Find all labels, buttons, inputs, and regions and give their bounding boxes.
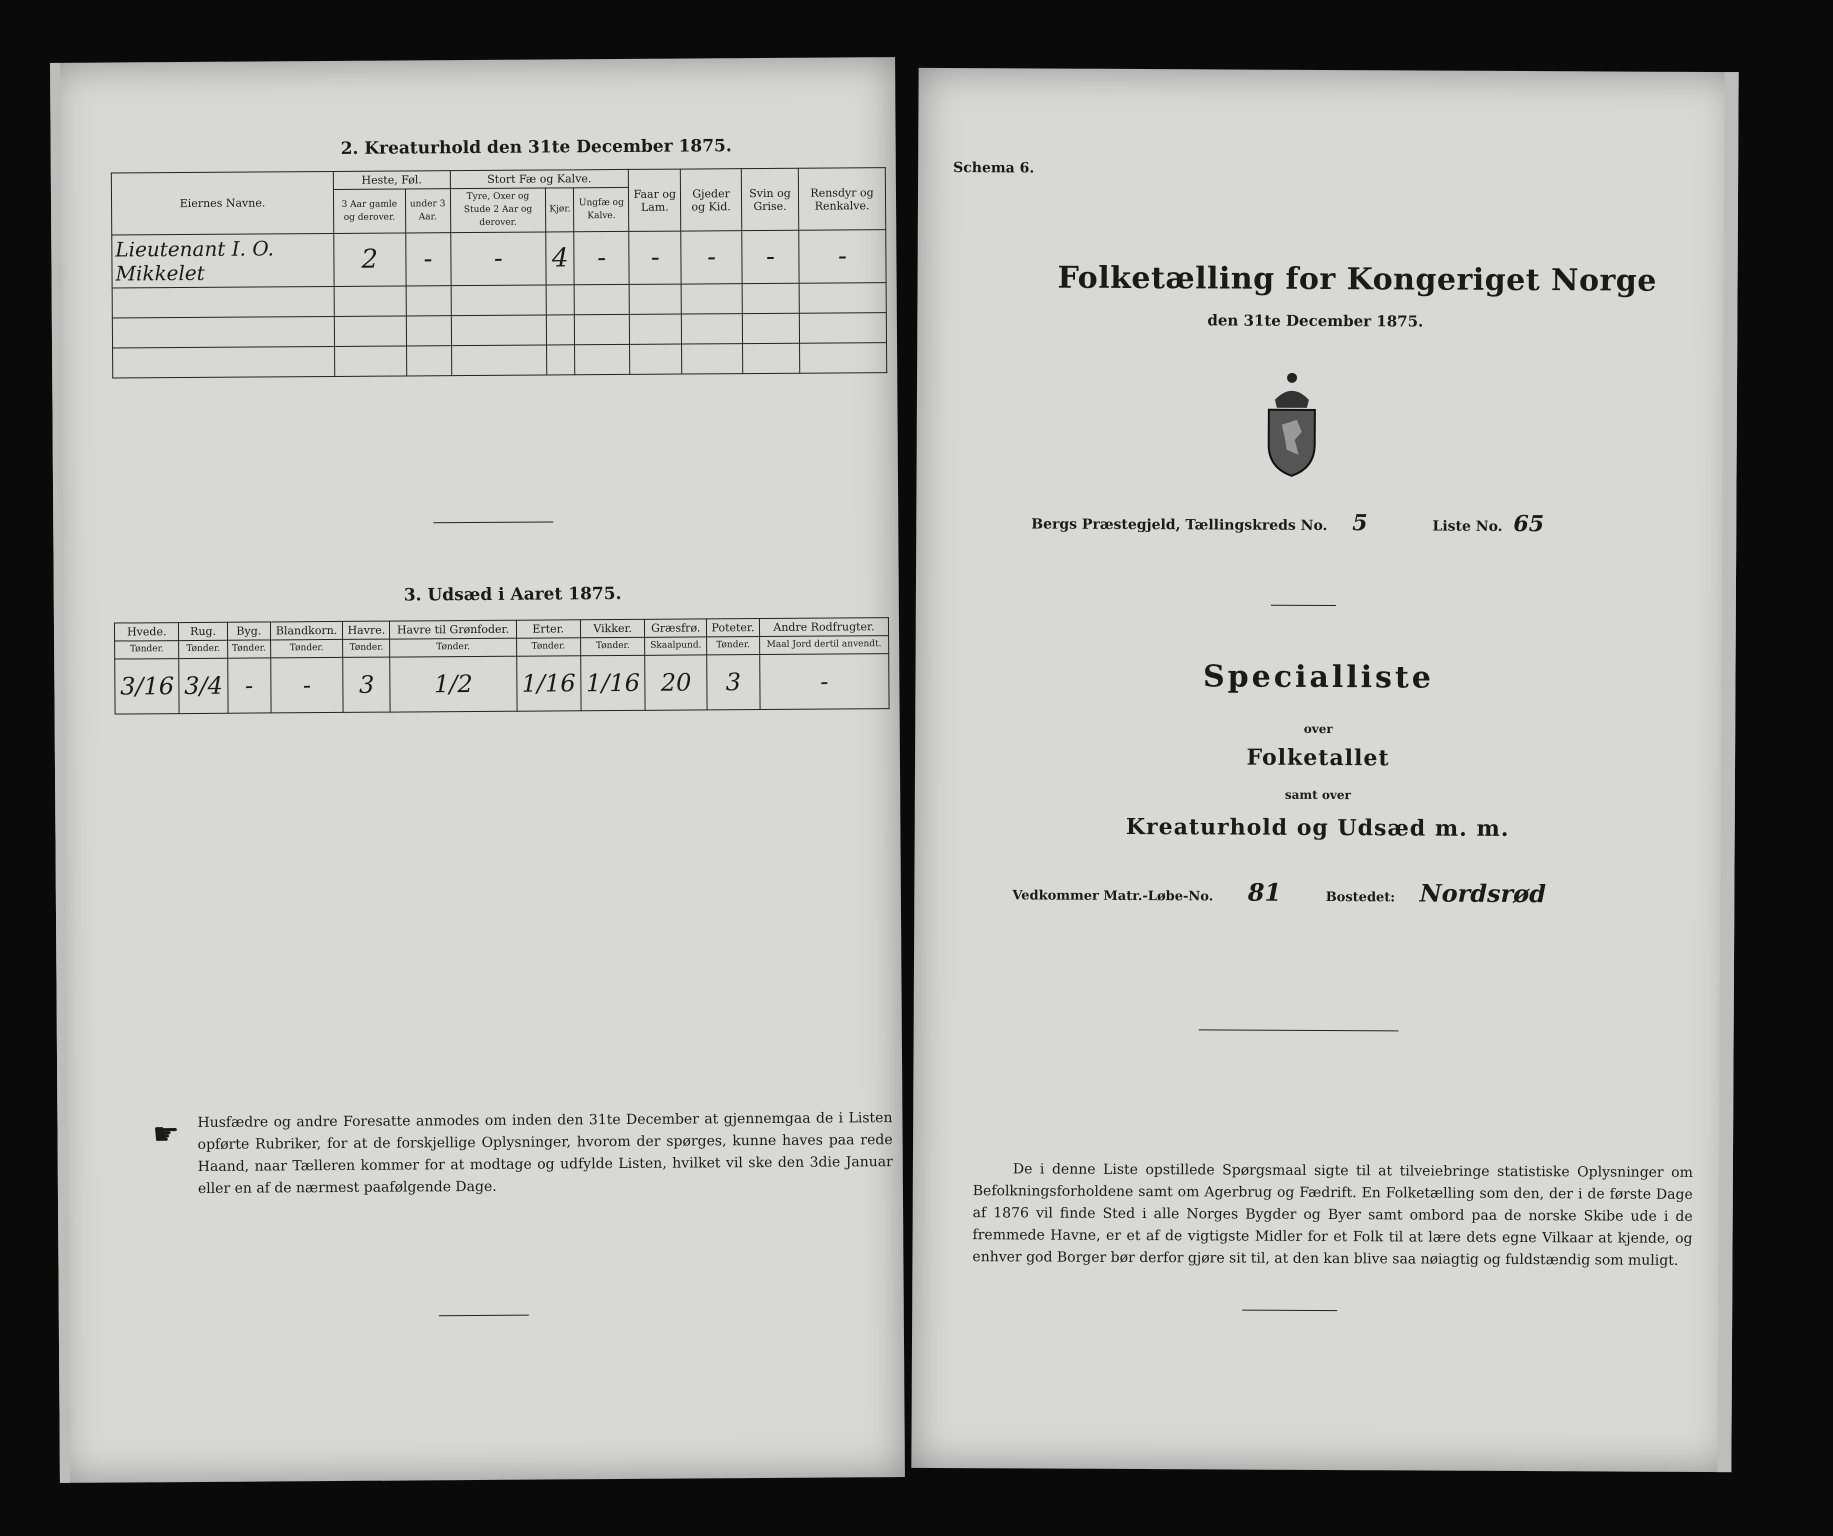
- liste-no: 65: [1513, 510, 1545, 538]
- table-cell: 3/16: [115, 659, 180, 714]
- col-stort-c: Ungfæ og Kalve.: [574, 187, 629, 231]
- matr-label: Vedkommer Matr.-Løbe-No.: [1012, 888, 1214, 905]
- col-heste-b: under 3 Aar.: [405, 189, 450, 233]
- column-header: Hvede.: [114, 623, 179, 641]
- column-header: Rug.: [179, 622, 227, 640]
- col-heste-a: 3 Aar gamle og derover.: [333, 189, 405, 233]
- left-page: [50, 57, 905, 1483]
- table-cell: -: [574, 231, 629, 284]
- section3-title: 3. Udsæd i Aaret 1875.: [403, 583, 622, 606]
- bosted-value: Nordsrød: [1419, 878, 1547, 909]
- divider: [1242, 1310, 1337, 1311]
- table-cell: 3/4: [179, 658, 228, 713]
- coat-of-arms-icon: [1257, 370, 1328, 480]
- column-header: Havre til Grønfoder.: [390, 620, 516, 639]
- col-svin: Svin og Grise.: [741, 168, 799, 230]
- table-cell: -: [629, 231, 681, 284]
- liste-label: Liste No.: [1432, 518, 1503, 535]
- table-cell: 3: [343, 657, 391, 712]
- column-header: Andre Rodfrugter.: [759, 618, 888, 637]
- over-label: over: [1303, 721, 1333, 737]
- divider: [1199, 1029, 1399, 1031]
- schema-label: Schema 6.: [953, 160, 1035, 177]
- right-page: [911, 68, 1738, 1472]
- column-header: Byg.: [227, 622, 270, 640]
- page-edge: [50, 63, 70, 1483]
- column-unit: Tønder.: [179, 640, 227, 658]
- district-line: [1031, 508, 1544, 537]
- kreatur-heading: Kreaturhold og Udsæd m. m.: [1125, 813, 1510, 842]
- column-unit: Maal Jord dertil anvendt.: [759, 636, 888, 655]
- table-cell: -: [227, 658, 271, 713]
- table-cell: -: [450, 232, 546, 286]
- column-header: Blandkorn.: [270, 621, 343, 640]
- col-name: Eiernes Navne.: [111, 171, 333, 235]
- col-rensdyr: Rensdyr og Renkalve.: [798, 168, 885, 231]
- table-cell: 4: [546, 232, 574, 285]
- sowing-table: [114, 617, 890, 714]
- table-cell: 1/2: [390, 656, 516, 712]
- owner-name: Lieutenant I. O. Mikkelet: [112, 233, 334, 288]
- prestegjeld: Bergs Præstegjeld,: [1031, 516, 1181, 534]
- column-header: Erter.: [516, 620, 581, 638]
- table-cell: -: [681, 231, 742, 284]
- census-date: den 31te December 1875.: [1207, 311, 1424, 331]
- col-stort: Stort Fæ og Kalve.: [450, 169, 629, 188]
- samt-label: samt over: [1284, 787, 1351, 803]
- table-cell: 20: [645, 655, 707, 710]
- column-unit: Tønder.: [581, 637, 646, 655]
- column-header: Græsfrø.: [645, 619, 707, 637]
- page-title: Folketælling for Kongeriget Norge: [1057, 260, 1657, 299]
- column-unit: Tønder.: [343, 639, 390, 657]
- pointing-hand-icon: ☛: [152, 1117, 180, 1153]
- footer-text: De i denne Liste opstillede Spørgsmaal sigte til at tilveiebringe statistiske Oplysninger om Befolkningsforholdene samt om Agerbrug og Fædrift. En Folketælling som den, der i de første Dage af 1876 vil finde Sted i alle Norges Bygder og Byer samt ombord paa de norske Skibe ude i de fremmede Havne, er et af de vigtigste Midler for et Folk til at lære dets egne Vilkaar at kjende, og enhver god Borger bør derfor gjøre sit til, at den kan blive saa nøiagtig og fuldstændig som muligt.: [972, 1161, 1693, 1269]
- col-faar: Faar og Lam.: [629, 169, 681, 231]
- col-stort-b: Kjør.: [546, 188, 574, 232]
- col-gjeder: Gjeder og Kid.: [681, 169, 742, 231]
- specialliste-heading: Specialliste: [1202, 659, 1434, 696]
- table-cell: 1/16: [516, 656, 581, 711]
- column-unit: Tønder.: [270, 639, 343, 658]
- kreds-no: 5: [1352, 510, 1368, 537]
- col-heste: Heste, Føl.: [333, 171, 450, 190]
- divider: [433, 521, 553, 523]
- divider: [1271, 605, 1336, 606]
- table-cell: 3: [707, 655, 760, 710]
- notice-text: Husfædre og andre Foresatte anmodes om inden den 31te December at gjennemgaa de i Listen opførte Rubriker, for at de forskjellige Oplysninger, hvorom der spørges, kunne haves paa rede Haand, naar Tælleren kommer for at modtage og udfylde Listen, hvilket vil ske den 3die Januar eller en af de nærmest paafølgende Dage.: [197, 1110, 893, 1197]
- column-unit: Skaalpund.: [645, 637, 707, 655]
- matr-line: [1012, 876, 1546, 908]
- matr-no: 81: [1247, 877, 1282, 907]
- table-cell: -: [405, 233, 450, 286]
- table-cell: -: [271, 657, 344, 713]
- column-unit: Tønder.: [390, 638, 516, 657]
- column-header: Vikker.: [580, 619, 645, 637]
- column-unit: Tønder.: [227, 640, 270, 658]
- table-cell: -: [760, 654, 889, 710]
- column-header: Poteter.: [706, 619, 759, 637]
- table-cell: -: [799, 230, 886, 284]
- bosted-label: Bostedet:: [1325, 890, 1396, 906]
- table-cell: -: [742, 230, 799, 283]
- section2-title: 2. Kreaturhold den 31te December 1875.: [340, 136, 732, 159]
- column-header: Havre.: [343, 621, 390, 639]
- column-unit: Tønder.: [707, 637, 760, 655]
- divider: [439, 1315, 529, 1317]
- folketallet-heading: Folketallet: [1246, 744, 1390, 772]
- livestock-table: [111, 167, 887, 378]
- kreds-label: Tællingskreds No.: [1185, 517, 1328, 535]
- table-cell: 2: [334, 233, 406, 286]
- col-stort-a: Tyre, Oxer og Stude 2 Aar og derover.: [450, 188, 546, 233]
- column-unit: Tønder.: [115, 641, 180, 659]
- table-cell: 1/16: [581, 655, 646, 710]
- column-unit: Tønder.: [516, 638, 581, 656]
